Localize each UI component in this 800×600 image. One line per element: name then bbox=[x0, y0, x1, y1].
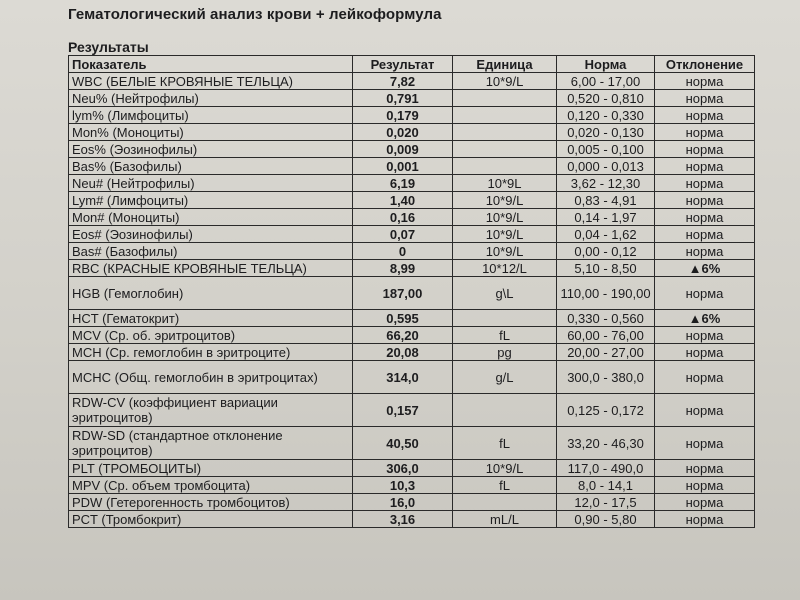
table-row bbox=[69, 344, 755, 361]
cell-result: 40,50 bbox=[353, 427, 453, 460]
table-row bbox=[69, 175, 755, 192]
cell-name: Mon# (Моноциты) bbox=[69, 209, 353, 226]
cell-norm: 0,04 - 1,62 bbox=[557, 226, 655, 243]
cell-result: 10,3 bbox=[353, 477, 453, 494]
cell-name: RDW-CV (коэффициент вариации эритроцитов) bbox=[69, 394, 353, 427]
cell-unit bbox=[453, 310, 557, 327]
cell-deviation: ▲6% bbox=[655, 310, 755, 327]
cell-name: HGB (Гемоглобин) bbox=[69, 277, 353, 310]
cell-norm: 0,520 - 0,810 bbox=[557, 90, 655, 107]
header-result: Результат bbox=[353, 56, 453, 73]
table-row bbox=[69, 310, 755, 327]
cell-norm: 0,83 - 4,91 bbox=[557, 192, 655, 209]
cell-unit: 10*9/L bbox=[453, 243, 557, 260]
cell-deviation: норма bbox=[655, 494, 755, 511]
cell-name: PDW (Гетерогенность тромбоцитов) bbox=[69, 494, 353, 511]
cell-name: Neu% (Нейтрофилы) bbox=[69, 90, 353, 107]
cell-unit: 10*9/L bbox=[453, 209, 557, 226]
section-title: Результаты bbox=[68, 39, 149, 55]
cell-unit: 10*9/L bbox=[453, 192, 557, 209]
table-row bbox=[69, 260, 755, 277]
cell-deviation: норма bbox=[655, 327, 755, 344]
table-row bbox=[69, 73, 755, 90]
cell-deviation: норма bbox=[655, 141, 755, 158]
cell-result: 20,08 bbox=[353, 344, 453, 361]
cell-name: RBC (КРАСНЫЕ КРОВЯНЫЕ ТЕЛЬЦА) bbox=[69, 260, 353, 277]
cell-result: 0,791 bbox=[353, 90, 453, 107]
cell-name: HCT (Гематокрит) bbox=[69, 310, 353, 327]
cell-name: WBC (БЕЛЫЕ КРОВЯНЫЕ ТЕЛЬЦА) bbox=[69, 73, 353, 90]
cell-deviation: норма bbox=[655, 361, 755, 394]
cell-result: 0 bbox=[353, 243, 453, 260]
cell-norm: 0,125 - 0,172 bbox=[557, 394, 655, 427]
cell-deviation: норма bbox=[655, 477, 755, 494]
cell-result: 3,16 bbox=[353, 511, 453, 528]
table-row bbox=[69, 277, 755, 310]
cell-name: Eos# (Эозинофилы) bbox=[69, 226, 353, 243]
cell-unit bbox=[453, 494, 557, 511]
cell-result: 0,595 bbox=[353, 310, 453, 327]
cell-name: Lym# (Лимфоциты) bbox=[69, 192, 353, 209]
cell-unit bbox=[453, 124, 557, 141]
cell-deviation: ▲6% bbox=[655, 260, 755, 277]
cell-norm: 300,0 - 380,0 bbox=[557, 361, 655, 394]
cell-result: 306,0 bbox=[353, 460, 453, 477]
cell-deviation: норма bbox=[655, 124, 755, 141]
cell-deviation: норма bbox=[655, 344, 755, 361]
cell-result: 1,40 bbox=[353, 192, 453, 209]
cell-unit: 10*12/L bbox=[453, 260, 557, 277]
table-row bbox=[69, 90, 755, 107]
table-row bbox=[69, 243, 755, 260]
cell-norm: 12,0 - 17,5 bbox=[557, 494, 655, 511]
cell-result: 0,020 bbox=[353, 124, 453, 141]
header-name: Показатель bbox=[69, 56, 353, 73]
cell-unit: 10*9/L bbox=[453, 226, 557, 243]
cell-norm: 5,10 - 8,50 bbox=[557, 260, 655, 277]
cell-name: MCHC (Общ. гемоглобин в эритроцитах) bbox=[69, 361, 353, 394]
cell-name: MCV (Ср. об. эритроцитов) bbox=[69, 327, 353, 344]
cell-unit: g/L bbox=[453, 361, 557, 394]
table-row bbox=[69, 327, 755, 344]
cell-deviation: норма bbox=[655, 192, 755, 209]
table-row bbox=[69, 477, 755, 494]
cell-unit: 10*9L bbox=[453, 175, 557, 192]
cell-norm: 33,20 - 46,30 bbox=[557, 427, 655, 460]
cell-unit: pg bbox=[453, 344, 557, 361]
cell-deviation: норма bbox=[655, 73, 755, 90]
cell-deviation: норма bbox=[655, 243, 755, 260]
cell-deviation: норма bbox=[655, 90, 755, 107]
cell-result: 6,19 bbox=[353, 175, 453, 192]
cell-result: 0,16 bbox=[353, 209, 453, 226]
cell-name: PLT (ТРОМБОЦИТЫ) bbox=[69, 460, 353, 477]
cell-deviation: норма bbox=[655, 107, 755, 124]
cell-result: 0,001 bbox=[353, 158, 453, 175]
cell-norm: 60,00 - 76,00 bbox=[557, 327, 655, 344]
results-table bbox=[68, 55, 755, 528]
cell-norm: 3,62 - 12,30 bbox=[557, 175, 655, 192]
cell-name: PCT (Тромбокрит) bbox=[69, 511, 353, 528]
table-row bbox=[69, 124, 755, 141]
cell-deviation: норма bbox=[655, 460, 755, 477]
cell-norm: 0,120 - 0,330 bbox=[557, 107, 655, 124]
cell-result: 314,0 bbox=[353, 361, 453, 394]
cell-name: RDW-SD (стандартное отклонение эритроцитов) bbox=[69, 427, 353, 460]
header-unit: Единица bbox=[453, 56, 557, 73]
cell-unit: fL bbox=[453, 477, 557, 494]
cell-unit: fL bbox=[453, 427, 557, 460]
cell-unit: 10*9/L bbox=[453, 73, 557, 90]
cell-unit: fL bbox=[453, 327, 557, 344]
header-norm: Норма bbox=[557, 56, 655, 73]
cell-norm: 0,00 - 0,12 bbox=[557, 243, 655, 260]
cell-unit: 10*9/L bbox=[453, 460, 557, 477]
table-row bbox=[69, 494, 755, 511]
cell-norm: 8,0 - 14,1 bbox=[557, 477, 655, 494]
cell-deviation: норма bbox=[655, 394, 755, 427]
table-row bbox=[69, 511, 755, 528]
cell-result: 7,82 bbox=[353, 73, 453, 90]
cell-deviation: норма bbox=[655, 158, 755, 175]
table-row bbox=[69, 192, 755, 209]
cell-norm: 0,020 - 0,130 bbox=[557, 124, 655, 141]
cell-name: Bas% (Базофилы) bbox=[69, 158, 353, 175]
table-row bbox=[69, 394, 755, 427]
table-row bbox=[69, 141, 755, 158]
cell-norm: 0,005 - 0,100 bbox=[557, 141, 655, 158]
cell-name: MPV (Ср. объем тромбоцита) bbox=[69, 477, 353, 494]
cell-unit bbox=[453, 107, 557, 124]
cell-norm: 0,330 - 0,560 bbox=[557, 310, 655, 327]
cell-deviation: норма bbox=[655, 209, 755, 226]
cell-unit bbox=[453, 158, 557, 175]
cell-norm: 20,00 - 27,00 bbox=[557, 344, 655, 361]
cell-norm: 0,90 - 5,80 bbox=[557, 511, 655, 528]
table-header-row bbox=[69, 56, 755, 73]
cell-name: Mon% (Моноциты) bbox=[69, 124, 353, 141]
cell-norm: 110,00 - 190,00 bbox=[557, 277, 655, 310]
cell-result: 0,07 bbox=[353, 226, 453, 243]
cell-unit: g\L bbox=[453, 277, 557, 310]
cell-unit bbox=[453, 141, 557, 158]
cell-name: lym% (Лимфоциты) bbox=[69, 107, 353, 124]
cell-name: Bas# (Базофилы) bbox=[69, 243, 353, 260]
cell-unit bbox=[453, 394, 557, 427]
table-row bbox=[69, 158, 755, 175]
table-row bbox=[69, 427, 755, 460]
cell-result: 0,179 bbox=[353, 107, 453, 124]
document-title: Гематологический анализ крови + лейкоформула bbox=[68, 6, 442, 23]
cell-norm: 6,00 - 17,00 bbox=[557, 73, 655, 90]
header-deviation: Отклонение bbox=[655, 56, 755, 73]
table-row bbox=[69, 226, 755, 243]
cell-name: MCH (Ср. гемоглобин в эритроците) bbox=[69, 344, 353, 361]
cell-result: 66,20 bbox=[353, 327, 453, 344]
table-row bbox=[69, 361, 755, 394]
cell-result: 187,00 bbox=[353, 277, 453, 310]
cell-name: Eos% (Эозинофилы) bbox=[69, 141, 353, 158]
cell-deviation: норма bbox=[655, 277, 755, 310]
cell-norm: 0,14 - 1,97 bbox=[557, 209, 655, 226]
cell-deviation: норма bbox=[655, 511, 755, 528]
cell-result: 16,0 bbox=[353, 494, 453, 511]
cell-deviation: норма bbox=[655, 226, 755, 243]
table-row bbox=[69, 107, 755, 124]
cell-unit: mL/L bbox=[453, 511, 557, 528]
cell-deviation: норма bbox=[655, 175, 755, 192]
cell-name: Neu# (Нейтрофилы) bbox=[69, 175, 353, 192]
cell-norm: 117,0 - 490,0 bbox=[557, 460, 655, 477]
table-row bbox=[69, 460, 755, 477]
cell-result: 0,157 bbox=[353, 394, 453, 427]
cell-deviation: норма bbox=[655, 427, 755, 460]
cell-norm: 0,000 - 0,013 bbox=[557, 158, 655, 175]
cell-result: 0,009 bbox=[353, 141, 453, 158]
cell-result: 8,99 bbox=[353, 260, 453, 277]
table-row bbox=[69, 209, 755, 226]
cell-unit bbox=[453, 90, 557, 107]
